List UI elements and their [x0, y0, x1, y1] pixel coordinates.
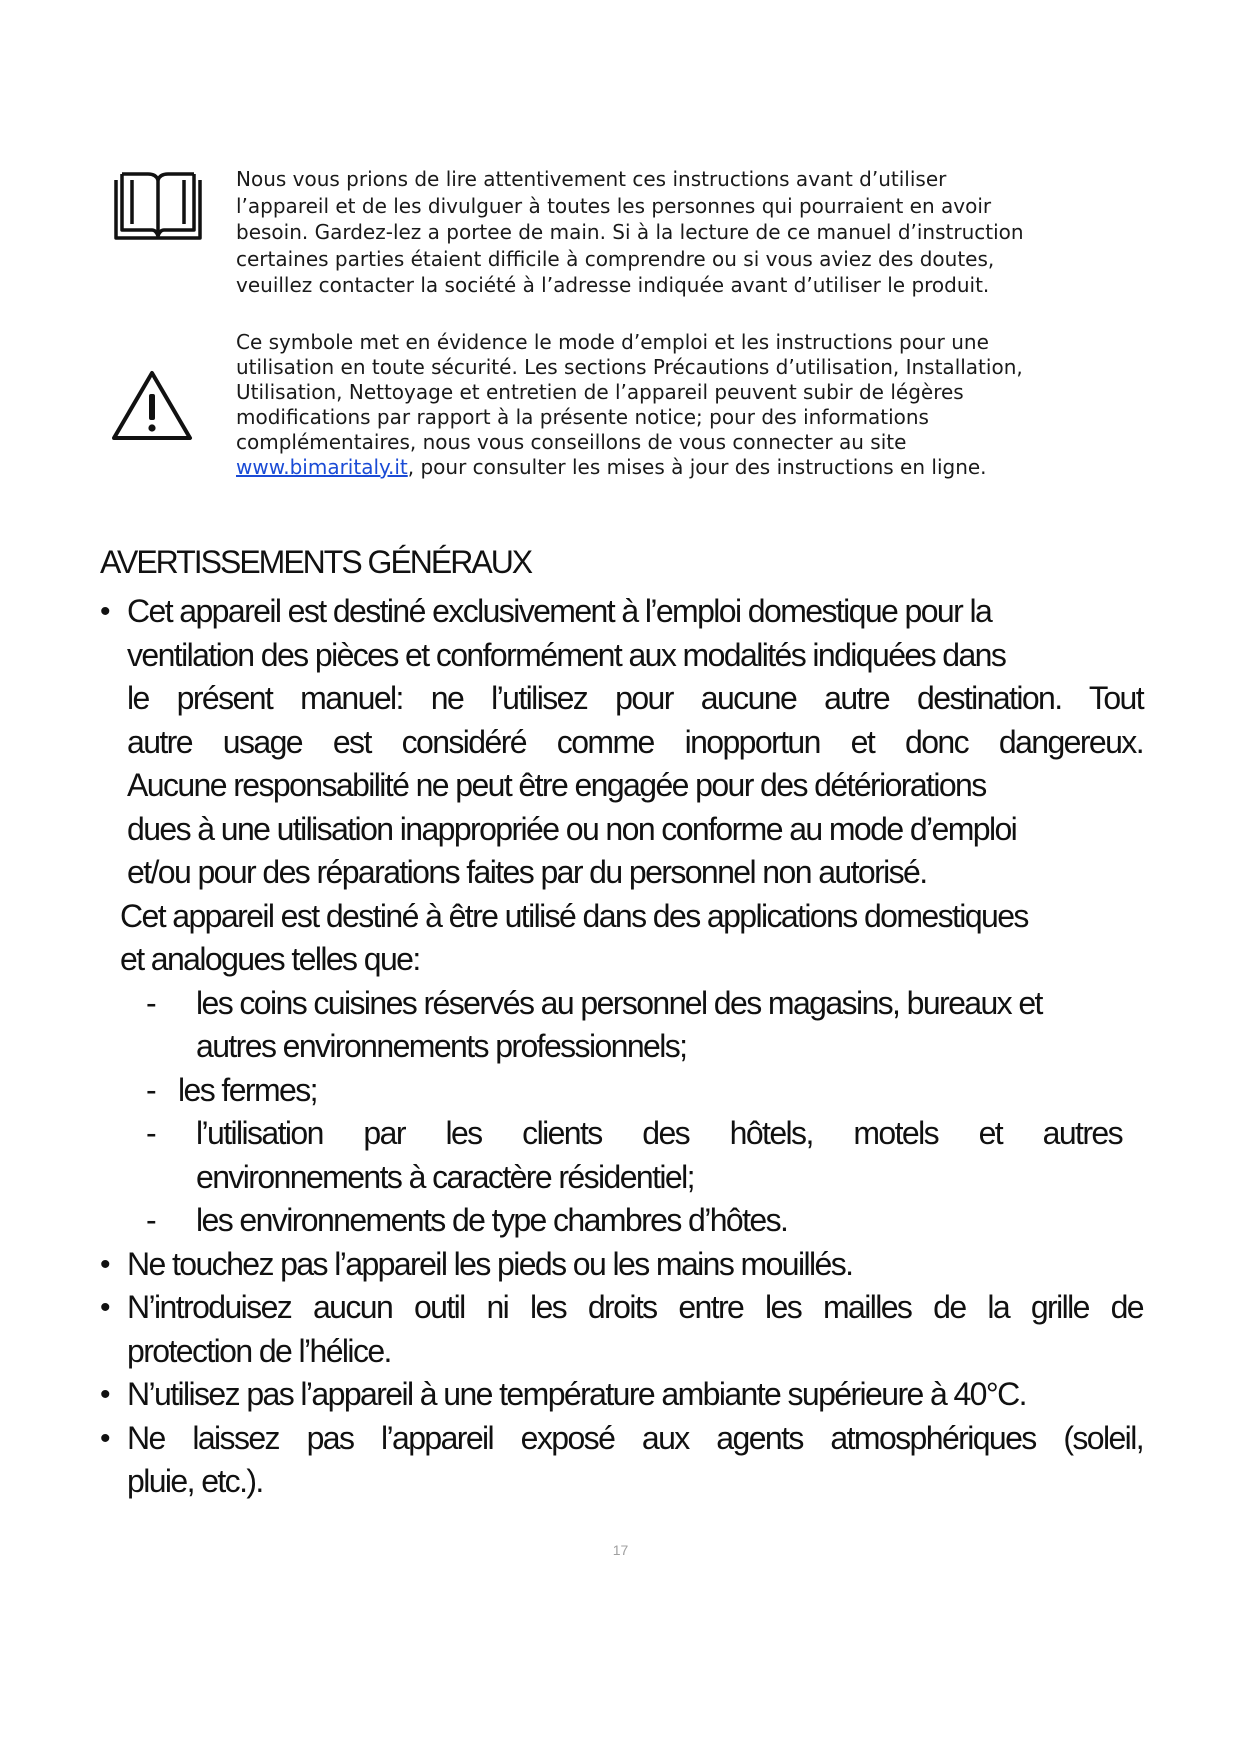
text-line: modifications par rapport à la présente notice; pour des informations: [236, 405, 929, 429]
text-line: et/ou pour des réparations faites par du personnel non autorisé.: [127, 854, 927, 890]
text-line: Ne touchez pas l’appareil les pieds ou les mains mouillés.: [127, 1245, 853, 1282]
sub-item: [100, 1069, 1150, 1113]
text-line: autre usage est considéré comme inopportun et donc dangereux.: [127, 723, 1143, 760]
open-book-icon: [110, 166, 206, 250]
text-line: l’appareil et de les divulguer à toutes les personnes qui pourraient en avoir: [236, 193, 992, 218]
text-line: Cet appareil est destiné exclusivement à l’emploi domestique pour la: [127, 593, 992, 629]
text-line: Nous vous prions de lire attentivement ces instructions avant d’utiliser: [236, 167, 947, 191]
text-line: environnements à caractère résidentiel;: [196, 1158, 694, 1195]
bullet-item: [100, 1286, 1150, 1373]
sub-item: [100, 1199, 1150, 1243]
page-number: 17: [612, 1542, 629, 1558]
text-line: dues à une utilisation inappropriée ou non conforme au mode d’emploi: [127, 810, 1017, 847]
text-line: N’utilisez pas l’appareil à une température ambiante supérieure à 40°C.: [127, 1376, 1026, 1412]
usage-paragraph: [100, 895, 1150, 982]
text-line: Aucune responsabilité ne peut être engagée pour des détériorations: [127, 767, 986, 803]
text-line: besoin. Gardez-lez a portee de main. Si à la lecture de ce manuel d’instruction: [236, 220, 1024, 244]
text-line: certaines parties étaient difficile à comprendre ou si vous aviez des doutes,: [236, 246, 995, 271]
text-line: les coins cuisines réservés au personnel des magasins, bureaux et: [196, 984, 1042, 1021]
text-line: pluie, etc.).: [127, 1463, 263, 1499]
sub-item: [100, 982, 1150, 1069]
text-line: Utilisation, Nettoyage et entretien de l’appareil peuvent subir de légères: [236, 380, 964, 404]
bullet-icon: •: [100, 1291, 109, 1324]
sub-item: [100, 1112, 1150, 1199]
dash-icon: -: [146, 1115, 156, 1151]
section-heading: AVERTISSEMENTS GÉNÉRAUX: [100, 544, 532, 580]
dash-icon: -: [146, 1071, 156, 1108]
text-line: utilisation en toute sécurité. Les sections Précautions d’utilisation, Installation,: [236, 355, 1023, 379]
text-line: veuillez contacter la société à l’adresse indiquée avant d’utiliser le produit.: [236, 273, 990, 297]
bullet-item: [100, 1243, 1150, 1287]
text-line: complémentaires, nous vous conseillons de vous connecter au site: [236, 430, 907, 454]
bullet-icon: •: [100, 1421, 109, 1455]
dash-icon: -: [146, 984, 156, 1021]
bullet-icon: •: [100, 1378, 109, 1411]
text-line: protection de l’hélice.: [127, 1332, 391, 1369]
text-line: [236, 455, 1106, 480]
text-line: Ne laissez pas l’appareil exposé aux agents atmosphériques (soleil,: [127, 1419, 1143, 1456]
bullet-item: [100, 590, 1150, 895]
text-line: le présent manuel: ne l’utilisez pour aucune autre destination. Tout: [127, 680, 1143, 716]
text-line: les environnements de type chambres d’hôtes.: [196, 1202, 788, 1238]
dash-icon: -: [146, 1202, 156, 1238]
text-line: Ce symbole met en évidence le mode d’emploi et les instructions pour une: [236, 330, 989, 354]
text-line: N’introduisez aucun outil ni les droits entre les mailles de la grille de: [127, 1289, 1143, 1325]
text-line: ventilation des pièces et conformément aux modalités indiquées dans: [127, 636, 1006, 673]
bullet-item: [100, 1373, 1150, 1417]
text-line: autres environnements professionnels;: [196, 1028, 687, 1064]
text-line: Cet appareil est destiné à être utilisé dans des applications domestiques: [120, 897, 1028, 934]
text-line: l’utilisation par les clients des hôtels, motels et autres: [196, 1115, 1122, 1151]
bullet-item: [100, 1417, 1150, 1504]
bullet-icon: •: [100, 1247, 109, 1281]
warning-triangle-icon: [110, 368, 194, 448]
general-warnings: [100, 540, 1150, 1504]
text-line: et analogues telles que:: [120, 941, 420, 977]
text-line: les fermes;: [178, 1071, 317, 1108]
link-suffix: , pour consulter les mises à jour des instructions en ligne.: [407, 455, 987, 479]
bullet-icon: •: [100, 595, 109, 628]
safety-notice-text: [236, 330, 1106, 480]
website-link[interactable]: www.bimaritaly.it: [236, 455, 408, 479]
manual-notice-text: [236, 166, 1106, 299]
